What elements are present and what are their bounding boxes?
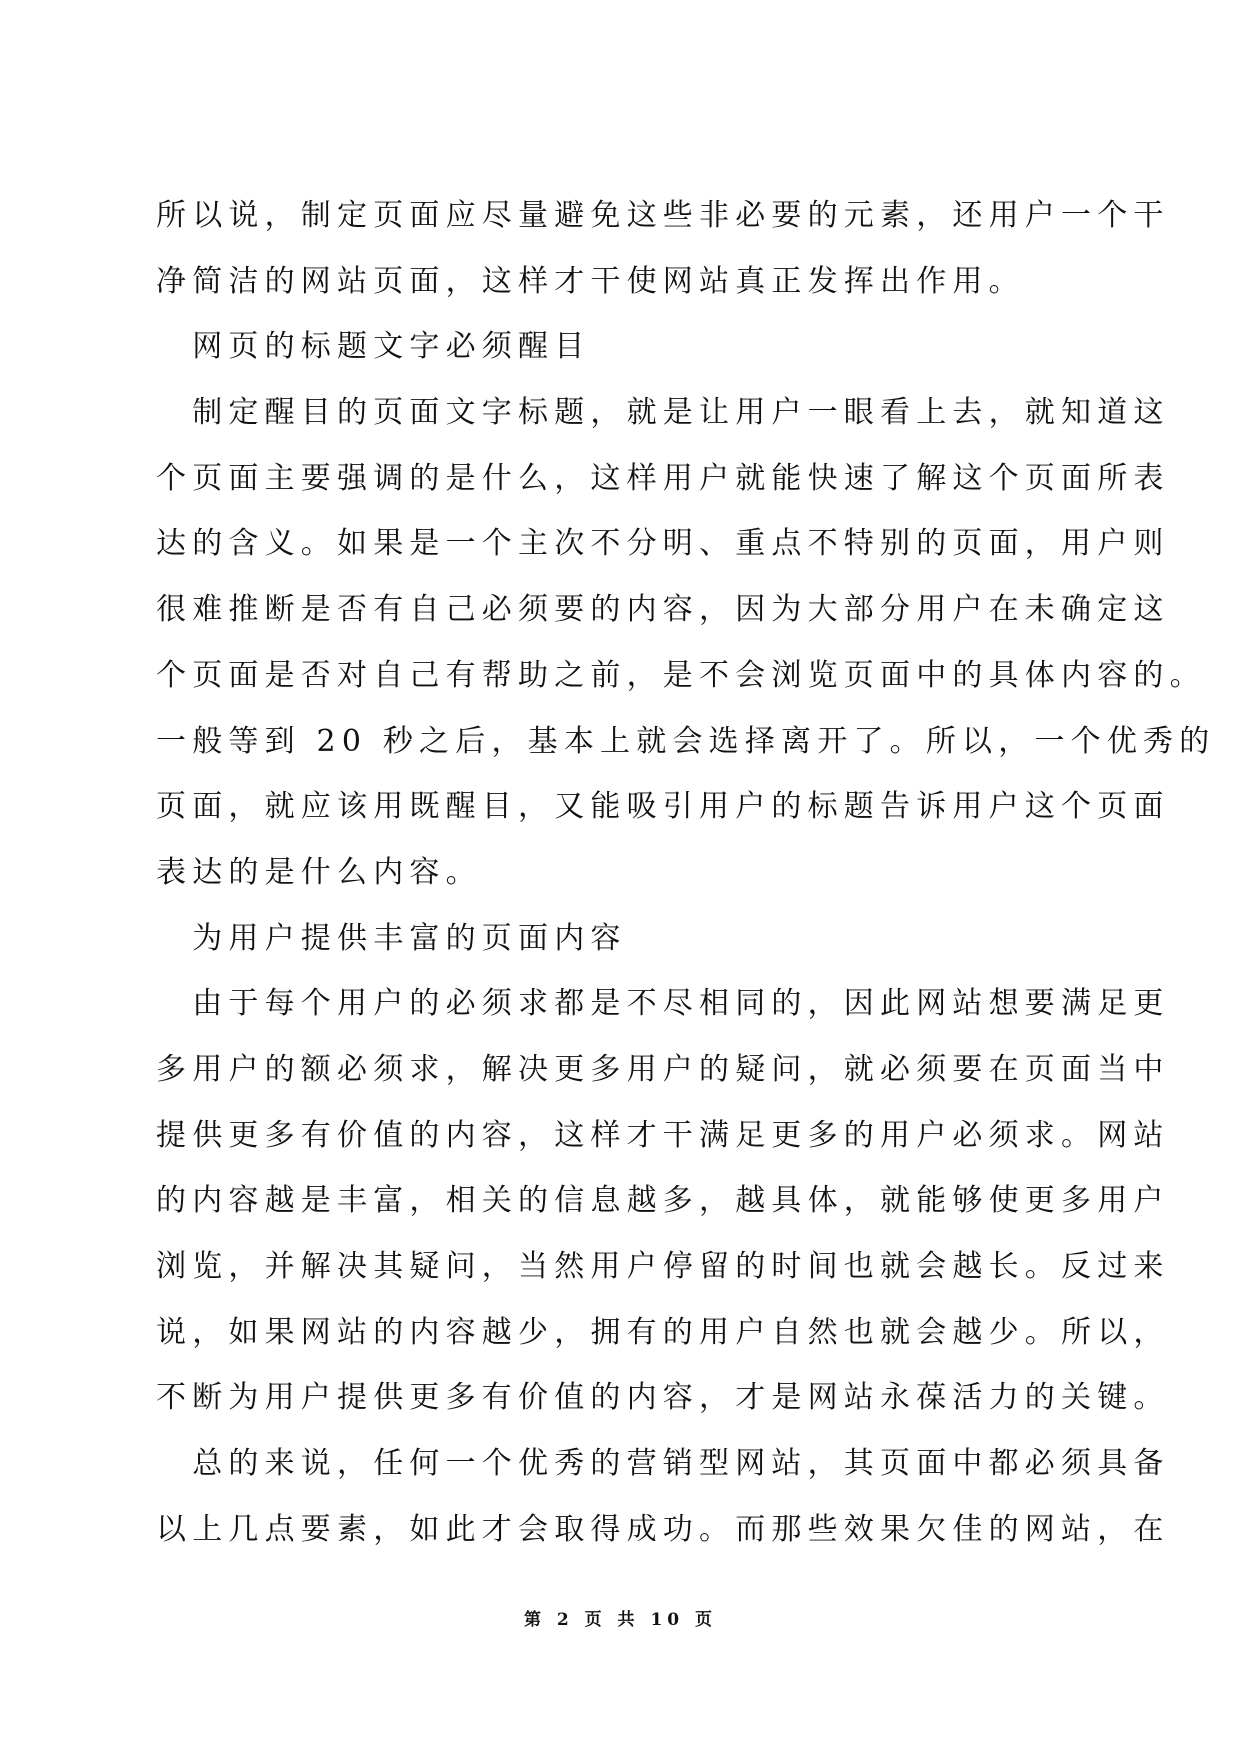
page-number-footer: 第 2 页 共 10 页 xyxy=(523,1610,718,1630)
text-line: 浏览，并解决其疑问，当然用户停留的时间也就会越长。反过来 xyxy=(156,1249,1170,1284)
text-line: 总的来说，任何一个优秀的营销型网站，其页面中都必须具备 xyxy=(156,1446,1170,1482)
section-heading: 为用户提供丰富的页面内容 xyxy=(156,920,627,956)
text-line: 以上几点要素，如此才会取得成功。而那些效果欠佳的网站，在 xyxy=(156,1511,1170,1547)
text-line: 一般等到 20 秒之后，基本上就会选择离开了。所以，一个优秀的 xyxy=(156,723,1216,759)
text-line: 由于每个用户的必须求都是不尽相同的，因此网站想要满足更 xyxy=(156,986,1170,1022)
document-body xyxy=(156,183,1216,1562)
text-line: 页面，就应该用既醒目，又能吸引用户的标题告诉用户这个页面 xyxy=(156,789,1170,825)
text-line: 制定醒目的页面文字标题，就是让用户一眼看上去，就知道这 xyxy=(156,395,1170,431)
text-line: 很难推断是否有自己必须要的内容，因为大部分用户在未确定这 xyxy=(156,592,1170,628)
text-line: 提供更多有价值的内容，这样才干满足更多的用户必须求。网站 xyxy=(156,1117,1170,1153)
text-line: 表达的是什么内容。 xyxy=(156,854,482,890)
text-line: 达的含义。如果是一个主次不分明、重点不特别的页面，用户则 xyxy=(156,526,1170,562)
text-line: 净简洁的网站页面，这样才干使网站真正发挥出作用。 xyxy=(156,263,1025,299)
section-heading: 网页的标题文字必须醒目 xyxy=(156,329,591,365)
text-line: 个页面主要强调的是什么，这样用户就能快速了解这个页面所表 xyxy=(156,460,1170,496)
text-line: 所以说，制定页面应尽量避免这些非必要的元素，还用户一个干 xyxy=(156,198,1170,233)
text-line: 多用户的额必须求，解决更多用户的疑问，就必须要在页面当中 xyxy=(156,1051,1170,1087)
text-line: 的内容越是丰富，相关的信息越多，越具体，就能够使更多用户 xyxy=(156,1183,1170,1219)
text-line: 个页面是否对自己有帮助之前，是不会浏览页面中的具体内容的。 xyxy=(156,657,1206,693)
text-line: 不断为用户提供更多有价值的内容，才是网站永葆活力的关键。 xyxy=(156,1380,1170,1416)
text-line: 说，如果网站的内容越少，拥有的用户自然也就会越少。所以， xyxy=(156,1314,1170,1350)
